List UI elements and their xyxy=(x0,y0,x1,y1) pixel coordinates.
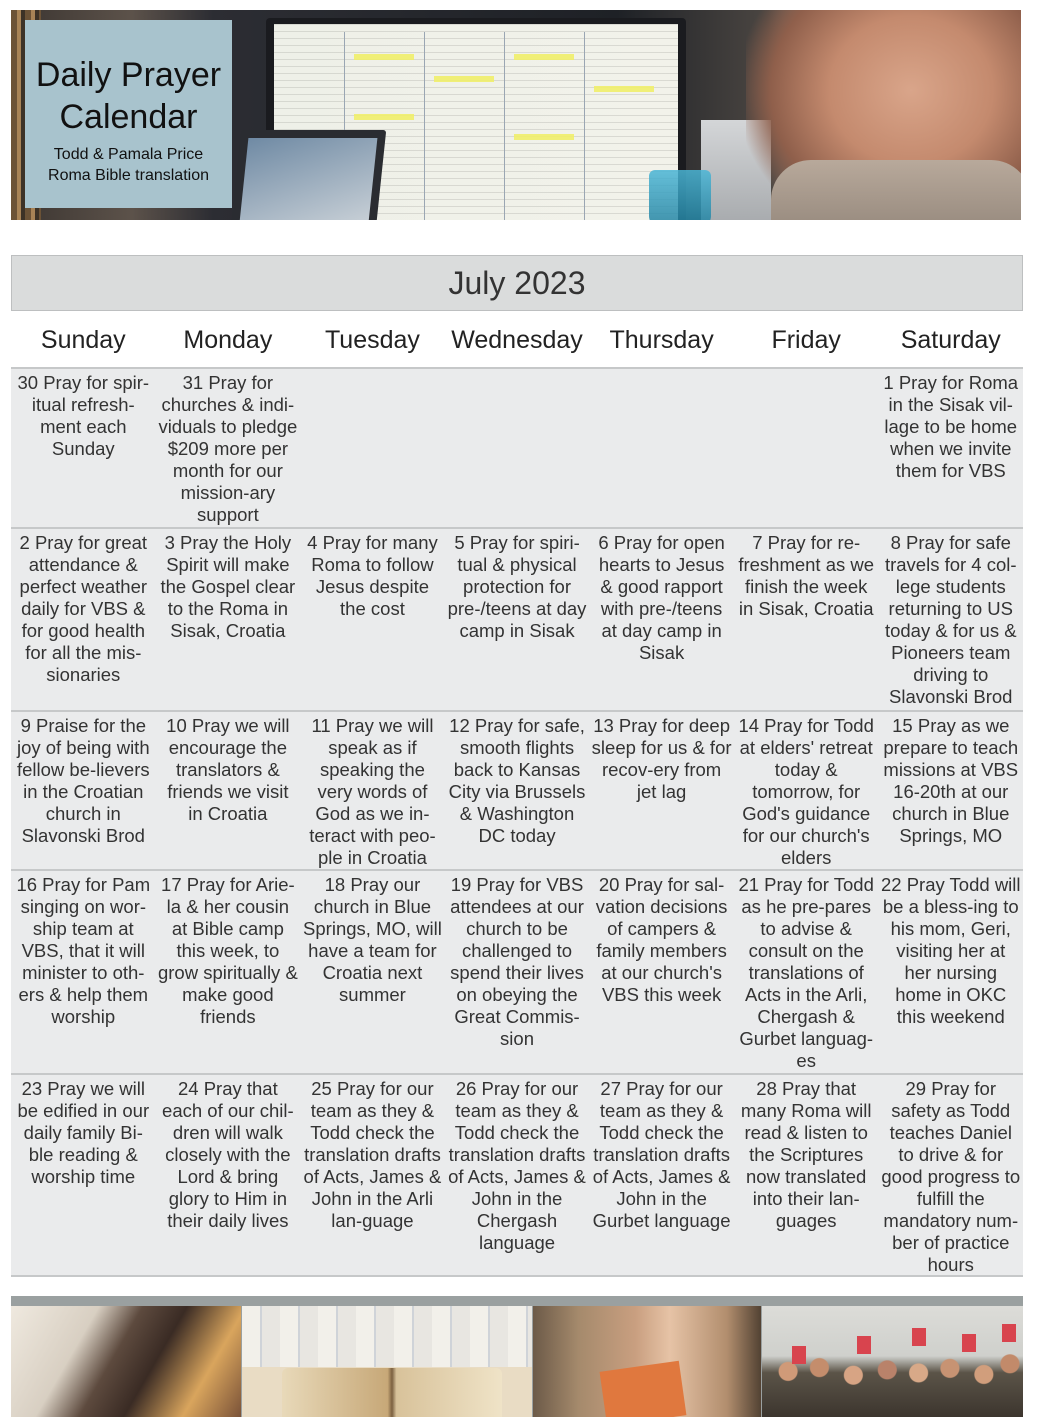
week-row xyxy=(11,527,1023,710)
project-name: Roma Bible translation xyxy=(48,167,209,184)
photo-group-holding-books xyxy=(762,1306,1023,1417)
day-cell: 13 Pray for deep sleep for us & for recov-ery from jet lag xyxy=(591,715,732,802)
day-cell-empty xyxy=(300,369,445,527)
photo-books-and-open-bible xyxy=(242,1306,532,1417)
weekday-thursday: Thursday xyxy=(609,326,714,354)
laptop xyxy=(231,130,387,220)
day-cell: 27 Pray for our team as they & Todd check the translation drafts of Acts, James & John in the Gurbet language xyxy=(592,1078,731,1231)
title-box xyxy=(25,20,232,208)
day-cell-empty xyxy=(589,369,734,527)
day-cell: 9 Praise for the joy of being with fellow be-lievers in the Croatian church in Slavonski Brod xyxy=(16,715,150,846)
photo-woman-reading xyxy=(11,1306,241,1417)
week-row xyxy=(11,710,1023,869)
day-cell: 24 Pray that each of our chil-dren will walk closely with the Lord & bring glory to Him in their daily lives xyxy=(162,1078,294,1231)
day-cell: 11 Pray we will speak as if speaking the very words of God as we in-teract with peo-ple in Croatia xyxy=(309,715,436,868)
week-row xyxy=(11,1073,1023,1277)
day-cell: 28 Pray that many Roma will read & listen to the Scriptures now translated into their lan-guages xyxy=(740,1078,872,1231)
open-book xyxy=(282,1368,502,1417)
shirt xyxy=(771,160,1021,220)
weekday-tuesday: Tuesday xyxy=(324,326,420,354)
day-cell: 5 Pray for spiri-tual & physical protection for pre-/teens at day camp in Sisak xyxy=(447,532,587,641)
day-cell: 14 Pray for Todd at elders' retreat today & tomorrow, for God's guidance for our church's elders xyxy=(738,715,874,868)
footer-photo-strip xyxy=(11,1296,1023,1417)
month-title: July 2023 xyxy=(11,255,1023,311)
day-cell: 2 Pray for great attendance & perfect weather daily for VBS & for good health for all the mis-sionaries xyxy=(19,532,148,685)
weekday-friday: Friday xyxy=(771,326,841,354)
day-cell: 10 Pray we will encourage the translators & friends we visit in Croatia xyxy=(166,715,290,824)
day-cell: 8 Pray for safe travels for 4 col-lege students returning to US today & for us & Pioneers team driving to Slavonski Brod xyxy=(884,532,1017,707)
day-cell: 3 Pray the Holy Spirit will make the Gospel clear to the Roma in Sisak, Croatia xyxy=(160,532,296,641)
day-cell-empty xyxy=(734,369,879,527)
day-cell: 29 Pray for safety as Todd teaches Daniel to drive & for good progress to fulfill the mandatory num-ber of practice hours xyxy=(881,1078,1021,1275)
day-cell: 22 Pray Todd will be a bless-ing to his mom, Geri, visiting her at her nursing home in OKC this weekend xyxy=(881,874,1021,1027)
day-cell: 12 Pray for safe, smooth flights back to Kansas City via Brussels & Washington DC today xyxy=(448,715,586,846)
orange-booklet xyxy=(600,1361,687,1417)
day-cell: 15 Pray as we prepare to teach missions at VBS 16-20th at our church in Blue Springs, MO xyxy=(883,715,1019,846)
blue-glass xyxy=(649,170,711,220)
week-row xyxy=(11,367,1023,527)
day-cell: 18 Pray our church in Blue Springs, MO, will have a team for Croatia next summer xyxy=(303,874,442,1005)
day-cell: 21 Pray for Todd as he pre-pares to advise & consult on the translations of Acts in the Arli, Chergash & Gurbet languag-es xyxy=(738,874,874,1071)
day-cell: 6 Pray for open hearts to Jesus & good rapport with pre-/teens at day camp in Sisak xyxy=(598,532,725,663)
day-cell: 20 Pray for sal-vation decisions of campers & family members at our church's VBS this week xyxy=(595,874,728,1005)
weekday-monday: Monday xyxy=(183,326,273,354)
day-cell: 17 Pray for Arie-la & her cousin at Bible camp this week, to grow spiritually & make good friends xyxy=(157,874,298,1027)
calendar-title: Daily Prayer Calendar xyxy=(35,56,222,136)
photo-woman-with-booklet xyxy=(533,1306,761,1417)
calendar-grid xyxy=(11,367,1023,1277)
weekday-header-row xyxy=(11,318,1023,364)
day-cell: 19 Pray for VBS attendees at our church to be challenged to spend their lives on obeying the Great Commis-sion xyxy=(450,874,584,1049)
weekday-wednesday: Wednesday xyxy=(451,326,583,354)
day-cell: 31 Pray for churches & indi-viduals to pledge $209 more per month for our mission-ary support xyxy=(158,372,298,525)
day-cell-empty xyxy=(445,369,590,527)
day-cell: 25 Pray for our team as they & Todd check the translation drafts of Acts, James & John in the Arli lan-guage xyxy=(303,1078,442,1231)
day-cell: 4 Pray for many Roma to follow Jesus despite the cost xyxy=(307,532,438,619)
day-cell: 23 Pray we will be edified in our daily family Bi-ble reading & worship time xyxy=(17,1078,150,1187)
weekday-saturday: Saturday xyxy=(900,326,1001,354)
day-cell: 16 Pray for Pam singing on wor-ship team at VBS, that it will minister to oth-ers & help them worship xyxy=(16,874,151,1027)
week-row xyxy=(11,869,1023,1073)
day-cell: 1 Pray for Roma in the Sisak vil-lage to be home when we invite them for VBS xyxy=(883,372,1019,481)
day-cell: 26 Pray for our team as they & Todd check the translation drafts of Acts, James & John in the Chergash language xyxy=(448,1078,586,1253)
weekday-sunday: Sunday xyxy=(40,326,126,354)
author-names: Todd & Pamala Price xyxy=(53,146,204,163)
day-cell: 7 Pray for re-freshment as we finish the week in Sisak, Croatia xyxy=(738,532,875,619)
day-cell: 30 Pray for spir-itual refresh-ment each Sunday xyxy=(17,372,150,459)
